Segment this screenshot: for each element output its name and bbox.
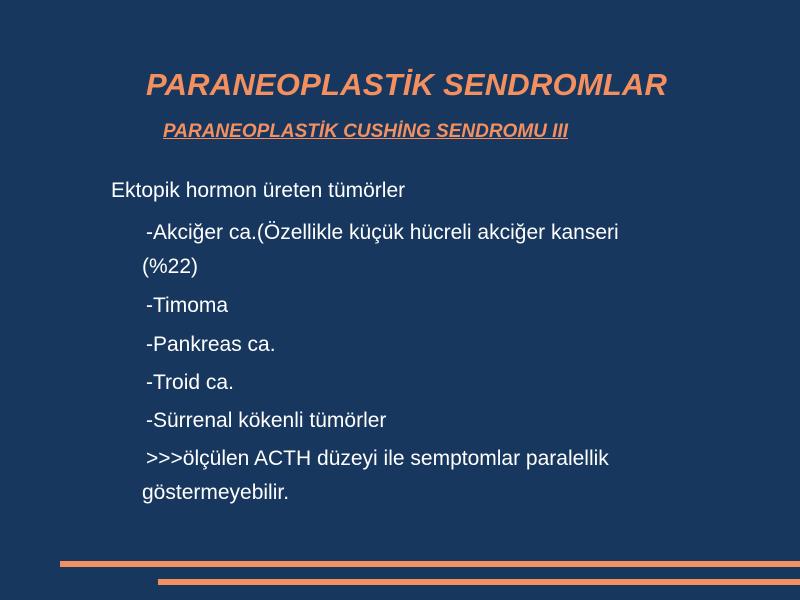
list-item-akciger: -Akciğer ca.(Özellikle küçük hücreli akciğer kanseri <box>146 221 619 244</box>
list-item-acth: >>>ölçülen ACTH düzeyi ile semptomlar paralellik <box>146 447 609 470</box>
decorative-bar-bottom <box>158 579 800 585</box>
list-item-acth-continued: göstermeyebilir. <box>142 481 290 504</box>
slide-subtitle: PARANEOPLASTİK CUSHİNG SENDROMU III <box>163 121 569 142</box>
slide-title: PARANEOPLASTİK SENDROMLAR <box>146 67 668 102</box>
decorative-bar-top <box>60 561 800 567</box>
list-item-pankreas: -Pankreas ca. <box>146 333 276 356</box>
list-item-timoma: -Timoma <box>146 294 229 317</box>
lead-text: Ektopik hormon üreten tümörler <box>111 179 406 202</box>
list-item-akciger-continued: (%22) <box>142 255 199 278</box>
list-item-troid: -Troid ca. <box>146 371 234 394</box>
list-item-surrenal: -Sürrenal kökenli tümörler <box>146 409 387 432</box>
